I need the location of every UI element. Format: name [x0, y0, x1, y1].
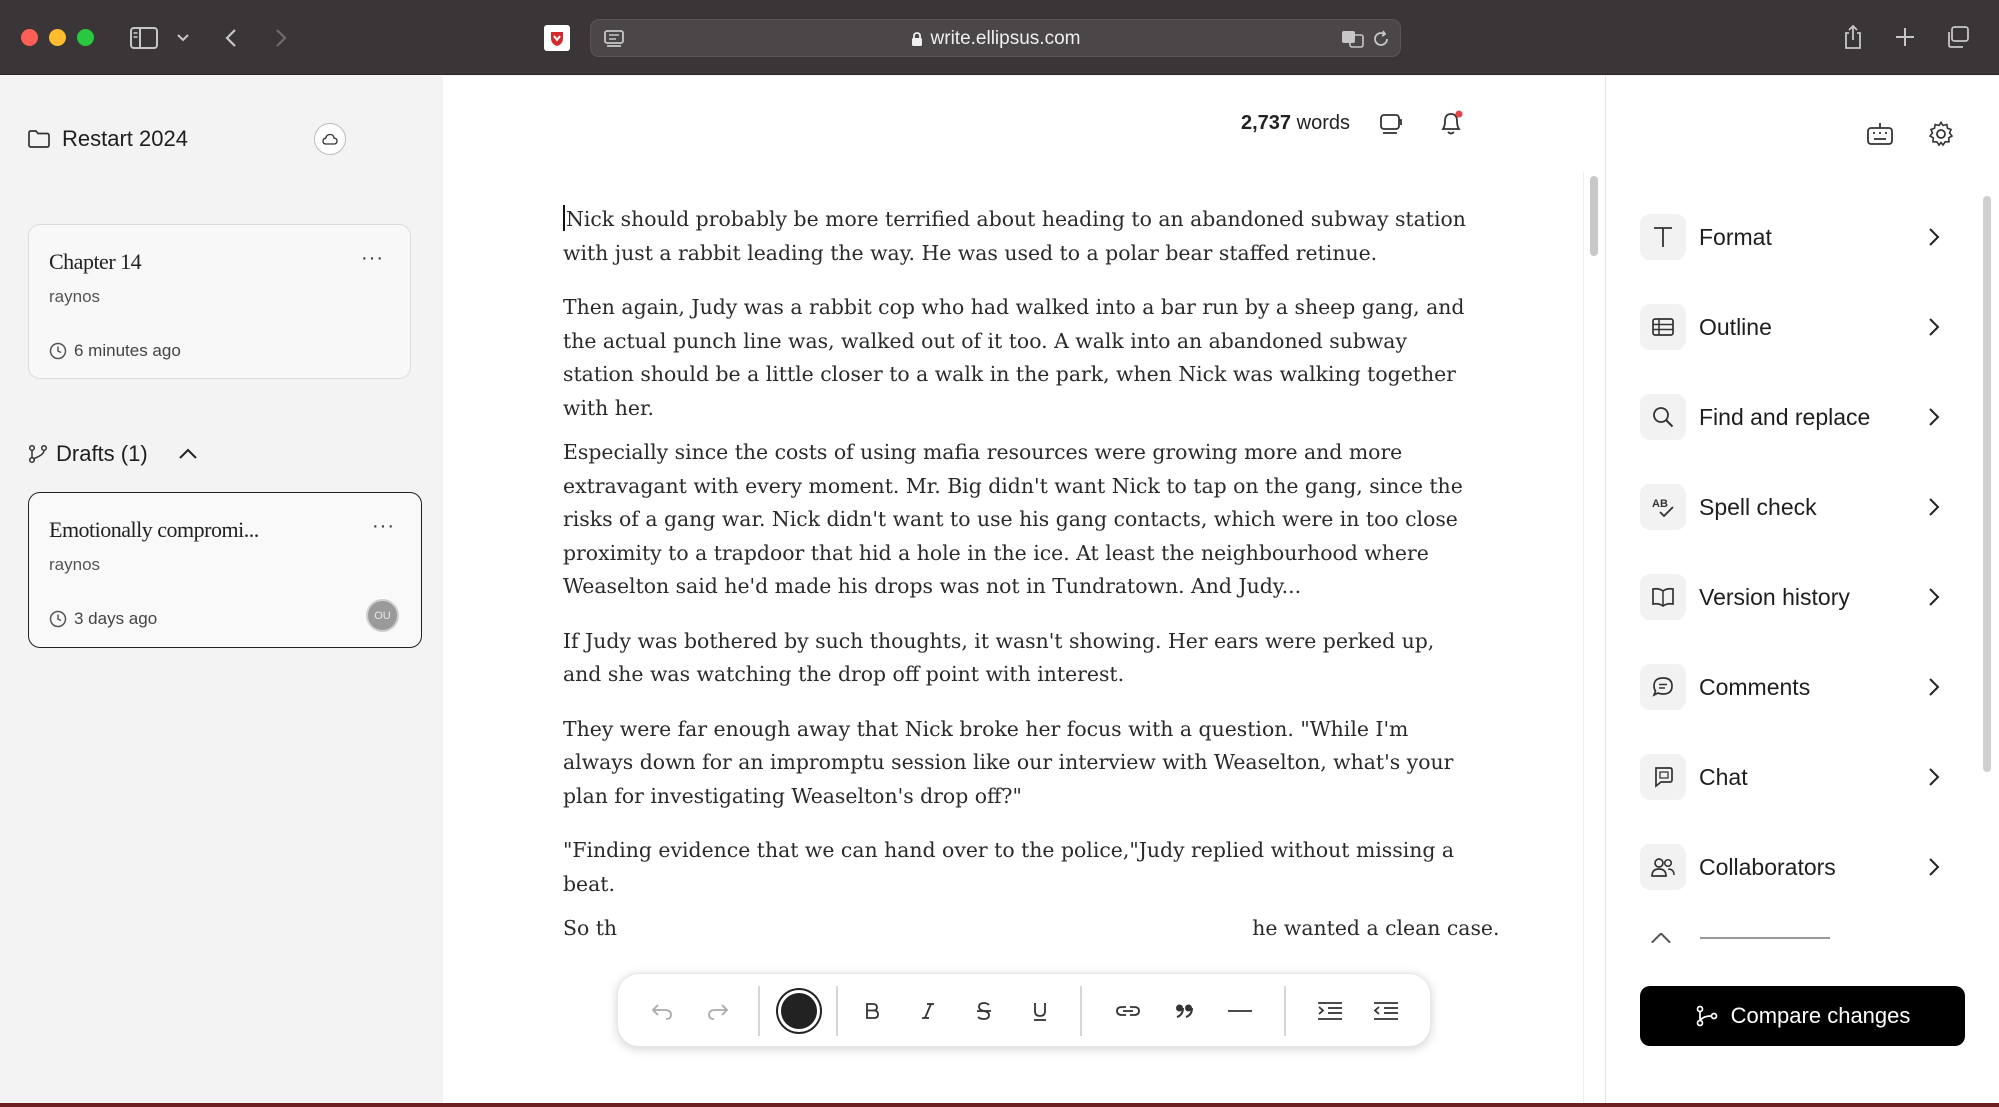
italic-icon[interactable]: [908, 974, 948, 1048]
chevron-right-icon: [1928, 317, 1940, 337]
undo-icon[interactable]: [642, 974, 682, 1048]
chevron-up-icon[interactable]: [178, 448, 198, 460]
extension-shield-icon[interactable]: [544, 25, 570, 51]
draft-title: Emotionally compromi...: [49, 517, 259, 542]
paragraph[interactable]: If Judy was bothered by such thoughts, it wasn't showing. Her ears were perked up, and she was watching the drop off point with interest.: [563, 628, 1435, 686]
close-window-button[interactable]: [21, 29, 38, 46]
editor-area: [443, 76, 1605, 1103]
text-format-icon: [1640, 214, 1686, 260]
paragraph[interactable]: So th he wanted a clean case.: [563, 916, 1500, 940]
text-caret: [563, 205, 565, 231]
draft-card[interactable]: [28, 492, 422, 648]
panel-item-collaborators[interactable]: Collaborators: [1640, 844, 1940, 890]
forward-icon[interactable]: [268, 24, 294, 52]
paragraph[interactable]: Especially since the costs of using mafia resources were growing more and more extravagant with every moment. Mr. Big didn't want Nick to tap on the gang, since the risks of a gang war. Nick didn't want to use his gang contacts, which were in too close proximity to a trapdoor that hid a hole in the ice. At least the neighbourhood where Weaselton said he'd made his drops was not in Tundratown. And Judy...: [563, 440, 1463, 598]
avatar[interactable]: OU: [366, 599, 399, 632]
spell-check-icon: [1640, 484, 1686, 530]
clock-icon: [49, 342, 67, 360]
paragraph[interactable]: Nick should probably be more terrified about heading to an abandoned subway station with just a rabbit leading the way. He was used to a polar bear staffed retinue.: [563, 207, 1466, 265]
documents-sidebar: [0, 76, 443, 1103]
more-options-icon[interactable]: ···: [361, 247, 384, 269]
outline-icon: [1640, 304, 1686, 350]
panel-item-outline[interactable]: Outline: [1640, 304, 1940, 350]
panel-item-chat[interactable]: Chat: [1640, 754, 1940, 800]
branch-icon: [1695, 1004, 1719, 1028]
indent-icon[interactable]: [1310, 974, 1350, 1048]
formatting-toolbar: [617, 973, 1431, 1047]
notification-bell-icon[interactable]: [1436, 108, 1466, 138]
panel-item-comments[interactable]: Comments: [1640, 664, 1940, 710]
panel-item-spell-check[interactable]: AB Spell check: [1640, 484, 1940, 530]
drafts-section-header[interactable]: [28, 441, 198, 467]
chevron-right-icon: [1928, 497, 1940, 517]
url-text: write.ellipsus.com: [930, 28, 1081, 49]
address-bar[interactable]: [590, 19, 1401, 57]
drafts-label: Drafts (1): [56, 441, 148, 466]
word-count: 2,737 words: [1241, 112, 1350, 134]
outdent-icon[interactable]: [1366, 974, 1406, 1048]
draft-timestamp: 3 days ago: [49, 609, 157, 629]
panel-scrollbar-thumb[interactable]: [1983, 196, 1991, 772]
book-icon: [1640, 574, 1686, 620]
panel-item-find-replace[interactable]: Find and replace: [1640, 394, 1940, 440]
chevron-right-icon: [1928, 677, 1940, 697]
bold-icon[interactable]: [852, 974, 892, 1048]
chapter-card[interactable]: [28, 224, 411, 379]
new-tab-icon[interactable]: [1892, 24, 1918, 50]
chapter-timestamp: 6 minutes ago: [49, 341, 181, 361]
link-icon[interactable]: [1108, 974, 1148, 1048]
keyboard-icon[interactable]: [1864, 120, 1896, 148]
tools-panel: [1605, 76, 1999, 1103]
chevron-right-icon: [1928, 227, 1940, 247]
paragraph[interactable]: "Finding evidence that we can hand over to the police,"Judy replied without missing a beat.: [563, 838, 1455, 896]
paragraph[interactable]: Then again, Judy was a rabbit cop who had walked into a bar run by a sheep gang, and the actual punch line was, walked out of it too. A walk into an abandoned subway station should be a little closer to a walk in the park, when Nick was walking together with her.: [563, 295, 1465, 420]
reload-icon[interactable]: [1370, 28, 1392, 50]
chevron-right-icon: [1928, 407, 1940, 427]
search-icon: [1640, 394, 1686, 440]
compare-changes-button[interactable]: Compare changes: [1640, 986, 1965, 1046]
share-icon[interactable]: [1840, 22, 1866, 52]
back-icon[interactable]: [218, 24, 244, 52]
more-options-icon[interactable]: ···: [372, 515, 395, 537]
document-body[interactable]: [563, 203, 1500, 967]
tab-overview-icon[interactable]: [1944, 24, 1972, 50]
translate-icon[interactable]: [1340, 28, 1366, 50]
clock-icon: [49, 610, 67, 628]
focus-mode-icon[interactable]: [1376, 110, 1406, 138]
quote-icon[interactable]: [1164, 974, 1204, 1048]
paragraph[interactable]: They were far enough away that Nick broke her focus with a question. "While I'm always down for an impromptu session like our interview with Weaselton, what's your plan for investigating Weaselton's drop off?": [563, 716, 1454, 808]
chevron-right-icon: [1928, 767, 1940, 787]
editor-scrollbar-thumb[interactable]: [1590, 176, 1598, 256]
underline-icon[interactable]: [1020, 974, 1060, 1048]
chevron-down-icon[interactable]: [174, 28, 192, 48]
users-icon: [1640, 844, 1686, 890]
chevron-right-icon: [1928, 857, 1940, 877]
sidebar-toggle-icon[interactable]: [128, 24, 160, 52]
project-header[interactable]: [28, 126, 188, 152]
redo-icon[interactable]: [698, 974, 738, 1048]
panel-item-format[interactable]: Format: [1640, 214, 1940, 260]
settings-gear-icon[interactable]: [1925, 118, 1957, 150]
cloud-sync-icon[interactable]: [314, 123, 346, 155]
branch-icon: [28, 444, 48, 464]
chevron-right-icon: [1928, 587, 1940, 607]
browser-toolbar: [0, 0, 1999, 75]
strikethrough-icon[interactable]: [964, 974, 1004, 1048]
draft-author: raynos: [49, 555, 101, 574]
minimize-window-button[interactable]: [49, 29, 66, 46]
project-title: Restart 2024: [62, 126, 188, 151]
chat-icon: [1640, 754, 1686, 800]
svg-text:AB: AB: [1652, 498, 1668, 510]
horizontal-rule-icon[interactable]: [1220, 974, 1260, 1048]
panel-item-version-history[interactable]: Version history: [1640, 574, 1940, 620]
zoom-window-button[interactable]: [77, 29, 94, 46]
folder-icon: [28, 130, 50, 148]
comment-icon: [1640, 664, 1686, 710]
text-color-button[interactable]: [775, 974, 823, 1048]
chapter-title: Chapter 14: [49, 249, 142, 274]
editor-scrollbar-track[interactable]: [1583, 172, 1599, 1103]
lock-icon: [911, 32, 923, 47]
chapter-author: raynos: [49, 287, 101, 306]
panel-item-clipped[interactable]: [1640, 933, 1940, 943]
